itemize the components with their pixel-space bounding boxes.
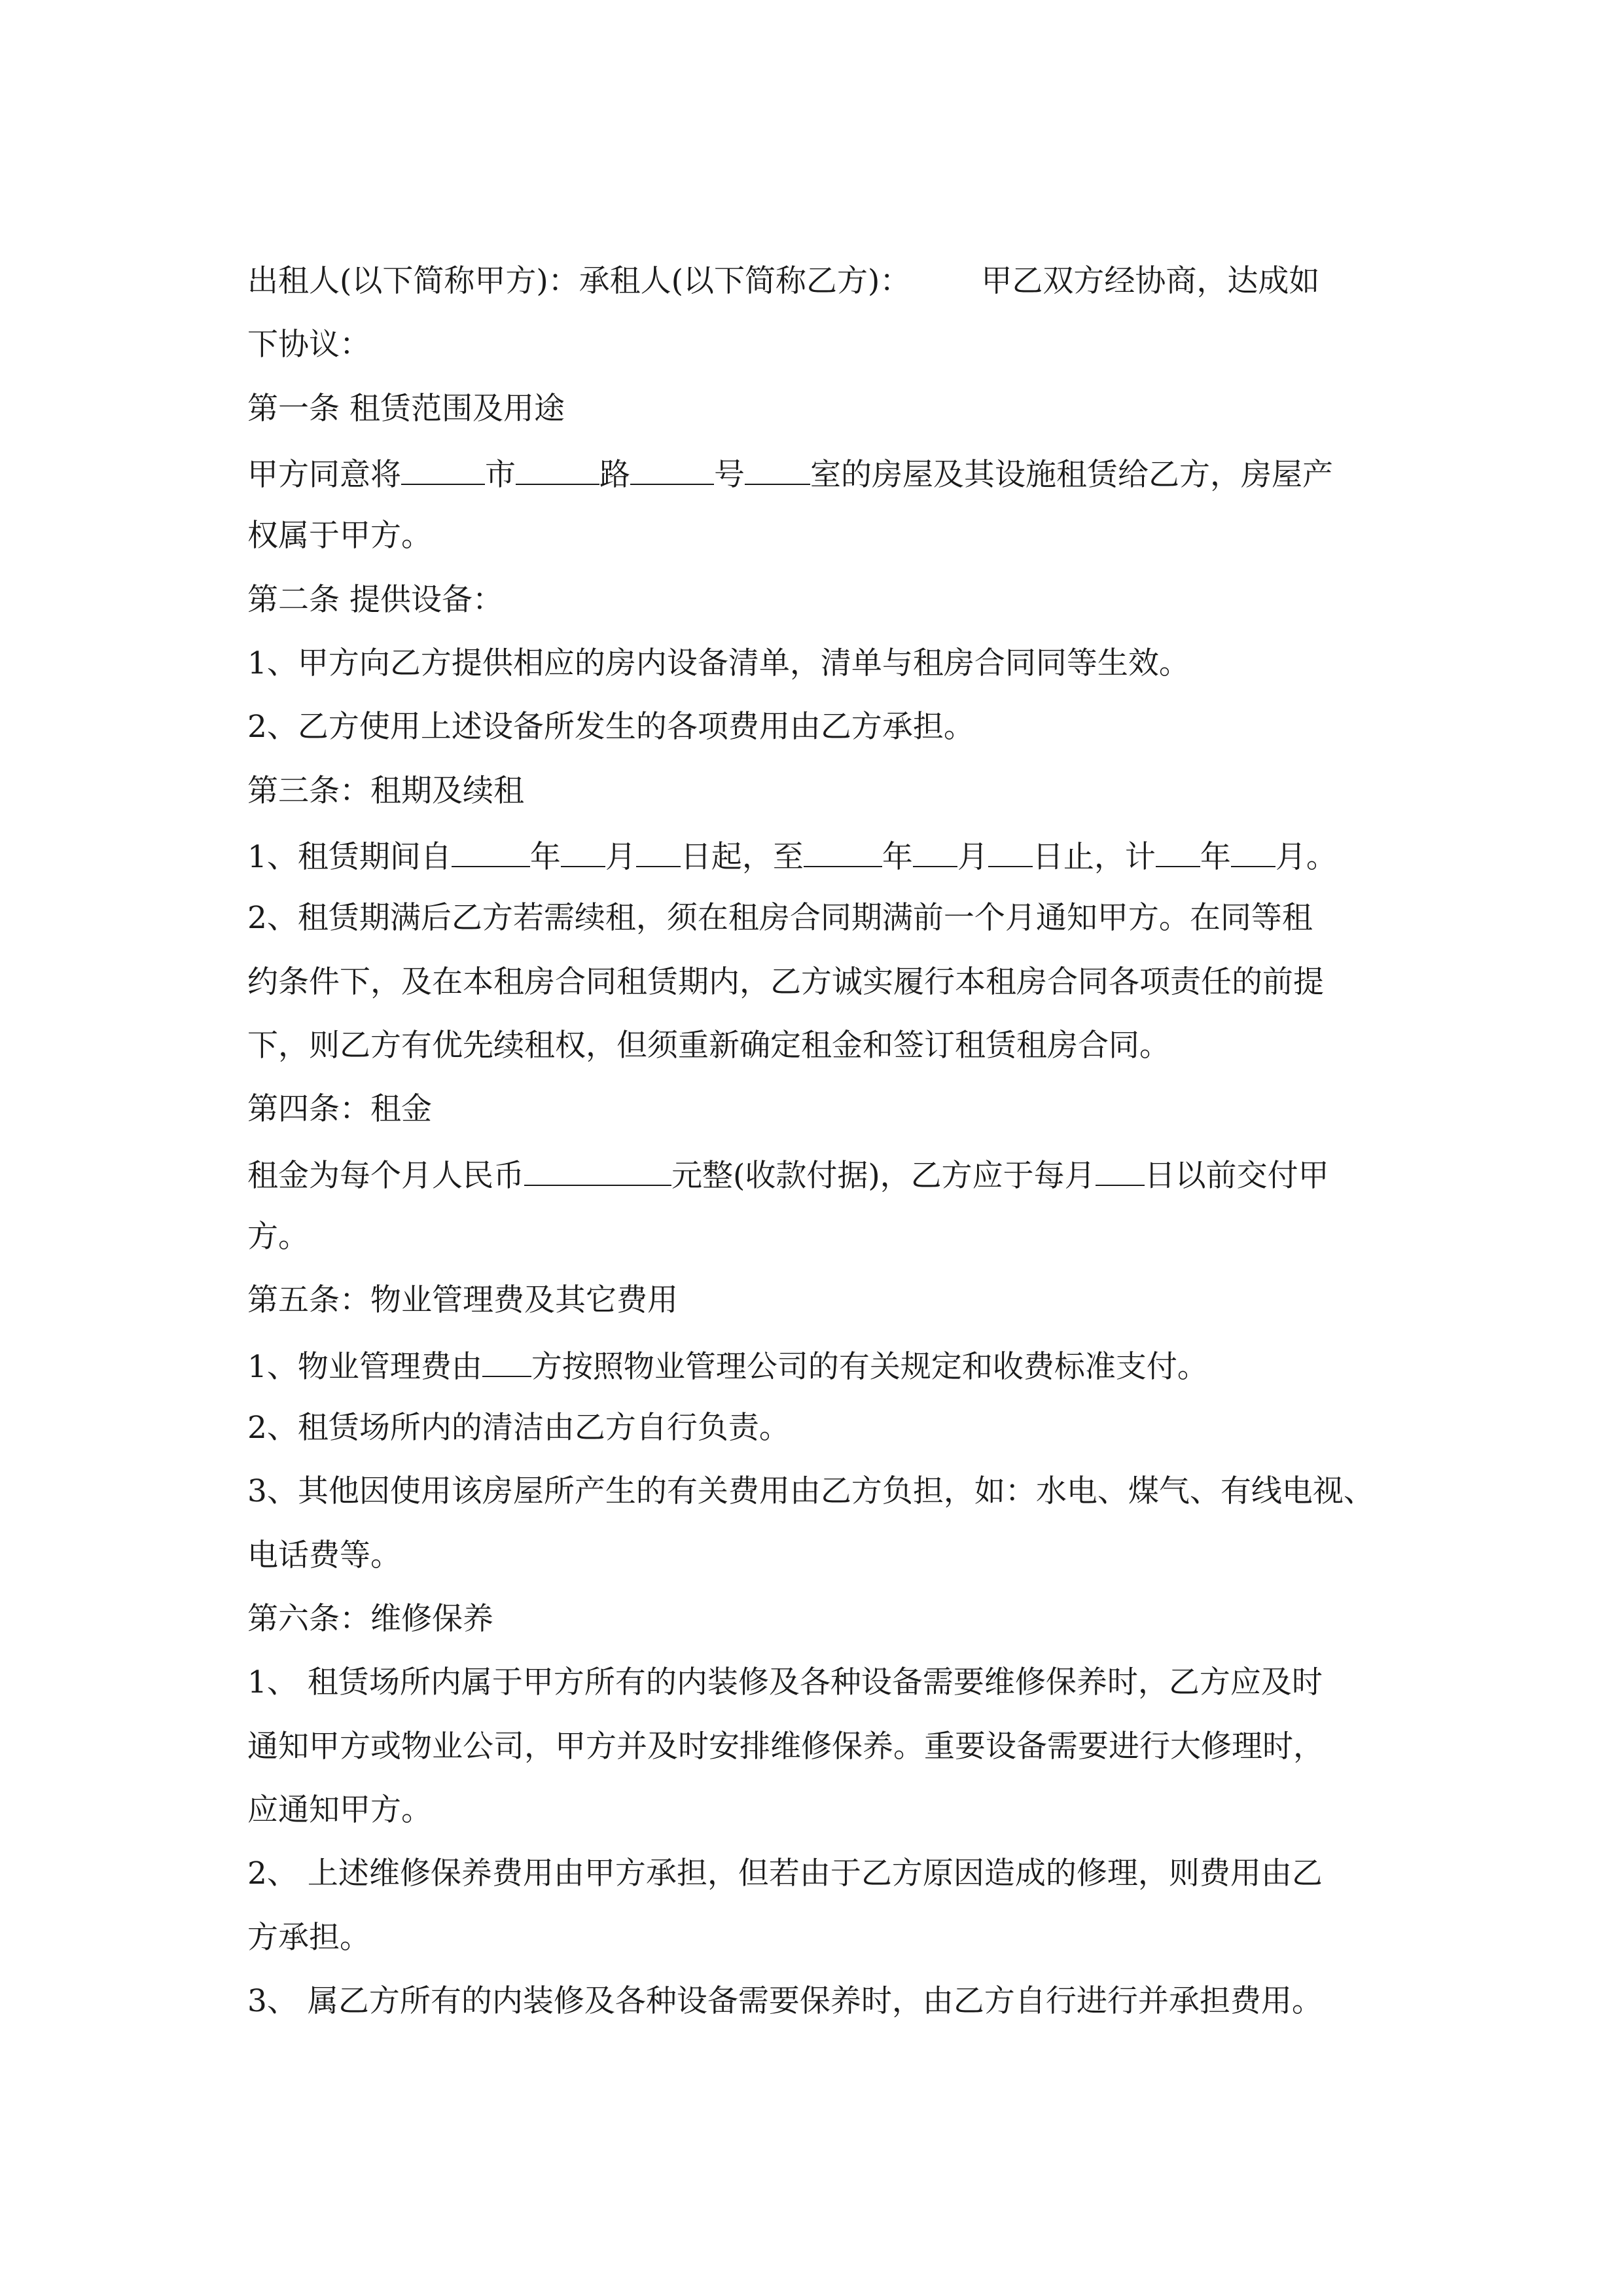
text-line: 1、甲方向乙方提供相应的房内设备清单，清单与租房合同同等生效。 [247, 645, 1190, 681]
article-heading: 第三条：租期及续租 [247, 773, 524, 809]
blank-start-day [636, 832, 681, 867]
text-line: 2、租赁期满后乙方若需续租，须在租房合同期满前一个月通知甲方。在同等租 [247, 900, 1313, 936]
blank-total-months [1231, 832, 1275, 867]
text-line: 应通知甲方。 [247, 1792, 432, 1828]
text-line: 下，则乙方有优先续租权，但须重新确定租金和签订租赁租房合同。 [247, 1028, 1170, 1064]
blank-city [401, 450, 485, 485]
blank-road [516, 450, 599, 485]
blank-party [482, 1342, 531, 1377]
text-line: 2、乙方使用上述设备所发生的各项费用由乙方承担。 [247, 709, 974, 745]
article-heading: 第五条：物业管理费及其它费用 [247, 1282, 678, 1318]
text-line: 1、租赁期间自 年 月 日起，至 年 月 日止，计 年 月。 [247, 832, 1337, 878]
text-line: 2、租赁场所内的清洁由乙方自行负责。 [247, 1410, 790, 1446]
text-line: 2、 上述维修保养费用由甲方承担，但若由于乙方原因造成的修理，则费用由乙 [247, 1856, 1323, 1892]
text-line: 1、物业管理费由 方按照物业管理公司的有关规定和收费标准支付。 [247, 1342, 1208, 1388]
text-line: 通知甲方或物业公司，甲方并及时安排维修保养。重要设备需要进行大修理时， [247, 1729, 1324, 1765]
text-line: 方。 [247, 1219, 309, 1255]
article-heading: 第六条：维修保养 [247, 1601, 493, 1637]
text-line: 出租人(以下简称甲方)：承租人(以下简称乙方)： 甲乙双方经协商，达成如 [247, 263, 1320, 299]
blank-end-year [804, 832, 882, 867]
blank-end-month [913, 832, 957, 867]
text-line: 甲方同意将 市 路 号 室的房屋及其设施租赁给乙方，房屋产 [247, 450, 1333, 495]
blank-room [745, 450, 810, 485]
blank-total-years [1156, 832, 1200, 867]
text-line: 电话费等。 [247, 1537, 401, 1573]
text-line: 3、 属乙方所有的内装修及各种设备需要保养时，由乙方自行进行并承担费用。 [247, 1983, 1323, 2019]
text-line: 租金为每个月人民币 元整(收款付据)，乙方应于每月 日以前交付甲 [247, 1151, 1329, 1196]
text-line: 3、其他因使用该房屋所产生的有关费用由乙方负担，如：水电、煤气、有线电视、 [247, 1473, 1374, 1509]
text-line: 1、 租赁场所内属于甲方所有的内装修及各种设备需要维修保养时，乙方应及时 [247, 1664, 1323, 1700]
article-heading: 第四条：租金 [247, 1091, 432, 1127]
text-line: 下协议： [247, 327, 370, 363]
blank-rent-amount [524, 1151, 671, 1186]
blank-pay-day [1096, 1151, 1145, 1186]
blank-number [630, 450, 714, 485]
article-heading: 第一条 租赁范围及用途 [247, 391, 565, 427]
text-line: 约条件下，及在本租房合同租赁期内，乙方诚实履行本租房合同各项责任的前提 [247, 964, 1324, 1000]
text-line: 权属于甲方。 [247, 518, 432, 554]
article-heading: 第二条 提供设备： [247, 582, 503, 618]
blank-end-day [988, 832, 1033, 867]
text-line: 方承担。 [247, 1920, 370, 1956]
blank-start-year [452, 832, 530, 867]
blank-start-month [561, 832, 605, 867]
